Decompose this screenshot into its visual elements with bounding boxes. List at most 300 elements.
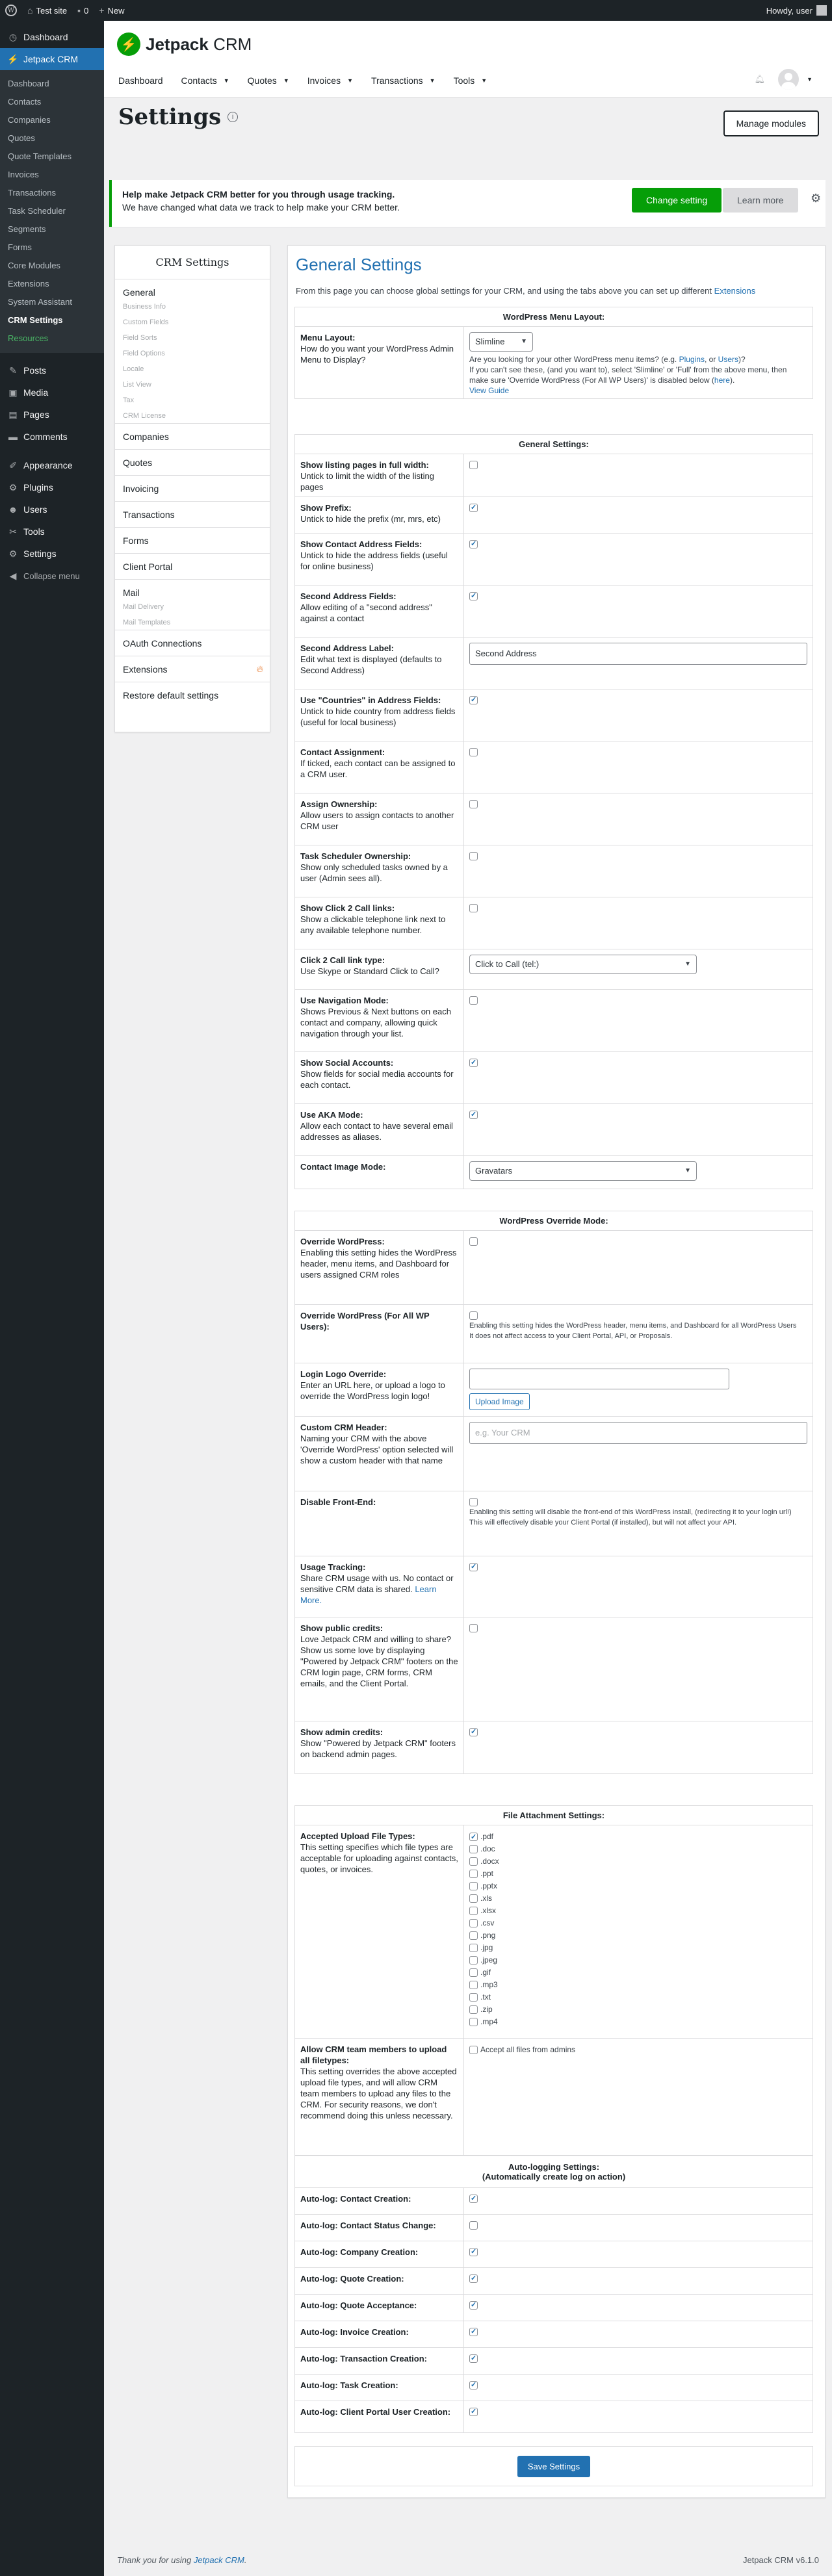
settings-nav-restore-defaults[interactable]: Restore default settings (123, 690, 219, 701)
row-title: Task Scheduler Ownership: (300, 851, 411, 861)
file-type-label: .pdf (480, 1832, 494, 1841)
file-type-label: .zip (480, 2005, 493, 2014)
row-value (464, 1417, 812, 1491)
collapse-menu-button[interactable] (0, 565, 104, 587)
nav-label: Tools (453, 75, 475, 86)
nav-label: Contacts (181, 75, 217, 86)
file-type-label: .doc (480, 1844, 495, 1853)
comments-link[interactable] (72, 0, 94, 21)
autolog-checkbox[interactable] (469, 2354, 478, 2363)
autolog-checkbox[interactable] (469, 2195, 478, 2203)
section-header: General Settings: (295, 435, 812, 454)
contact-image-mode-select[interactable] (469, 1161, 697, 1181)
settings-nav-quotes[interactable]: Quotes (115, 450, 270, 476)
notification-bell-icon[interactable]: 🔔︎ (754, 74, 766, 84)
menu-label: Tools (23, 526, 45, 537)
settings-nav-crm-license[interactable]: CRM License (123, 412, 166, 420)
click2call-checkbox[interactable] (469, 904, 478, 912)
row-label (295, 949, 464, 989)
footer-text: . (244, 2555, 247, 2565)
row-title: Show public credits: (300, 1623, 384, 1633)
caret-down-icon: ▼ (223, 77, 229, 84)
row-title: Override WordPress (For All WP Users): (300, 1311, 430, 1332)
autolog-row (295, 2268, 812, 2295)
frontend-note: Enabling this setting will disable the front-end of this WordPress install, (redirecting it to your login url!) (469, 1508, 792, 1516)
submenu-resources[interactable]: Resources (8, 333, 49, 343)
crm-nav-transactions[interactable] (371, 75, 436, 86)
settings-nav-custom-fields[interactable]: Custom Fields (123, 318, 169, 326)
file-type-checkbox[interactable] (469, 1956, 478, 1964)
menu-label: Comments (23, 431, 68, 442)
settings-row (295, 1156, 812, 1189)
second-address-checkbox[interactable] (469, 592, 478, 600)
intro-text: From this page you can choose global settings for your CRM, and using the tabs above you can set up different (296, 286, 712, 296)
custom-crm-header-input[interactable]: e.g. Your CRM (469, 1422, 807, 1444)
contact-address-checkbox[interactable] (469, 540, 478, 548)
autolog-checkbox[interactable] (469, 2328, 478, 2336)
file-type-checkbox[interactable] (469, 1882, 478, 1890)
settings-nav-list-view[interactable]: List View (123, 381, 151, 389)
page-title-text: Settings (118, 104, 222, 130)
users-link[interactable]: Users (718, 355, 738, 364)
menu-help-text (469, 354, 807, 396)
menu-label: Appearance (23, 460, 73, 470)
social-accounts-checkbox[interactable] (469, 1059, 478, 1067)
comment-icon: ▬ (8, 431, 18, 442)
nav-label: Transactions (371, 75, 423, 86)
usage-learn-more-link[interactable]: Learn More. (300, 1584, 437, 1605)
settings-row (295, 1417, 812, 1491)
submenu-task-scheduler[interactable]: Task Scheduler (8, 206, 66, 216)
crm-header (104, 21, 832, 97)
row-title: Show Prefix: (300, 503, 352, 513)
row-value (464, 2188, 812, 2214)
menu-plugins[interactable] (0, 476, 104, 498)
row-label (295, 2241, 464, 2267)
row-title: Contact Image Mode: (300, 1162, 386, 1172)
menu-label: Jetpack CRM (23, 54, 79, 64)
row-label (295, 2401, 464, 2432)
crm-brand (146, 34, 252, 55)
row-label (295, 1721, 464, 1773)
submenu-crm-settings[interactable]: CRM Settings (8, 315, 63, 325)
settings-nav (114, 245, 270, 732)
settings-row (295, 1104, 812, 1156)
override-wp-checkbox[interactable] (469, 1237, 478, 1246)
learn-more-button[interactable]: Learn more (723, 188, 798, 213)
menu-media[interactable] (0, 381, 104, 404)
row-label (295, 1052, 464, 1103)
row-title: Show admin credits: (300, 1727, 384, 1737)
autolog-checkbox[interactable] (469, 2221, 478, 2230)
crm-nav-quotes[interactable] (248, 75, 289, 86)
full-width-checkbox[interactable] (469, 461, 478, 469)
countries-checkbox[interactable] (469, 696, 478, 704)
row-value (464, 2268, 812, 2294)
settings-nav-extensions[interactable] (115, 656, 270, 682)
file-type-option (469, 1855, 807, 1868)
task-ownership-checkbox[interactable] (469, 852, 478, 860)
row-value (464, 1104, 812, 1155)
row-label (295, 1556, 464, 1617)
row-desc: Shows Previous & Next buttons on each contact and company, allowing quick navigation through your list. (300, 1007, 451, 1038)
row-value (464, 741, 812, 793)
accept-all-files-checkbox[interactable] (469, 2046, 478, 2054)
row-label (295, 534, 464, 585)
settings-row (295, 497, 812, 534)
nav-label: Invoices (307, 75, 341, 86)
row-title: Auto-log: Quote Creation: (300, 2274, 404, 2284)
upload-image-button[interactable]: Upload Image (469, 1393, 530, 1410)
submenu-forms[interactable]: Forms (8, 242, 32, 252)
click2call-type-select[interactable] (469, 955, 697, 974)
menu-jetpack-crm[interactable] (0, 48, 104, 70)
footer-thanks (117, 2555, 246, 2565)
autolog-checkbox[interactable] (469, 2274, 478, 2283)
row-desc: Enabling this setting hides the WordPress header, menu items, and Dashboard for users assigned CRM roles (300, 1248, 457, 1280)
second-address-label-input[interactable]: Second Address (469, 643, 807, 665)
row-title: Click 2 Call link type: (300, 955, 385, 965)
file-type-label: .png (480, 1931, 496, 1940)
chevron-down-icon: ▼ (521, 338, 527, 345)
row-title: Auto-log: Contact Creation: (300, 2194, 411, 2204)
row-desc: This setting overrides the above accepted upload file types, and will allow CRM team members to upload any files to the CRM. For security reasons, we don't recommend doing this unless necessary. (300, 2067, 457, 2120)
section-header: File Attachment Settings: (295, 1806, 812, 1825)
submenu-quotes[interactable]: Quotes (8, 133, 35, 143)
settings-nav-locale[interactable]: Locale (123, 365, 144, 373)
autolog-row (295, 2375, 812, 2401)
file-type-option (469, 1880, 807, 1892)
override-note: It does not affect access to your Client Portal, API, or Proposals. (469, 1332, 673, 1340)
row-value (464, 2295, 812, 2321)
row-title: Auto-log: Company Creation: (300, 2247, 419, 2257)
admin-menu (0, 21, 104, 2576)
wordpress-icon: W (5, 5, 17, 16)
page-title (118, 104, 819, 130)
menu-posts[interactable] (0, 359, 104, 381)
settings-nav-mail-templates[interactable]: Mail Templates (123, 619, 171, 626)
row-label (295, 2375, 464, 2401)
pin-icon: ✎ (9, 365, 17, 376)
submenu-core-modules[interactable]: Core Modules (8, 261, 60, 270)
option-label: Accept all files from admins (480, 2045, 576, 2054)
file-type-label: .xls (480, 1894, 492, 1903)
frontend-note: This will effectively disable your Client Portal (if installed), but will not affect your API. (469, 1519, 737, 1526)
file-type-checkbox[interactable] (469, 2005, 478, 2014)
row-value (464, 327, 812, 398)
file-type-checkbox[interactable] (469, 1833, 478, 1841)
public-credits-checkbox[interactable] (469, 1624, 478, 1632)
row-value (464, 1721, 812, 1773)
settings-nav-oauth[interactable]: OAuth Connections (115, 630, 270, 656)
override-all-checkbox[interactable] (469, 1311, 478, 1320)
plugins-link[interactable]: Plugins (679, 355, 705, 364)
row-desc: Love Jetpack CRM and willing to share? Show us some love by displaying "Powered by Jetpack CRM" footers on the CRM login page, CRM forms, CRM emails, and the Client Portal. (300, 1634, 458, 1688)
save-area (294, 2446, 813, 2486)
site-name-link[interactable] (22, 0, 72, 21)
main-content (104, 21, 832, 2576)
submenu-companies[interactable]: Companies (8, 115, 51, 125)
jetpack-logo-icon: ⚡ (117, 32, 140, 56)
show-prefix-checkbox[interactable] (469, 504, 478, 512)
file-type-label: .gif (480, 1968, 491, 1977)
submenu-system-assistant[interactable]: System Assistant (8, 297, 72, 307)
nav-label: Quotes (247, 75, 277, 86)
file-type-option (469, 1942, 807, 1954)
autolog-checkbox[interactable] (469, 2301, 478, 2310)
row-title: Auto-log: Quote Acceptance: (300, 2300, 417, 2310)
settings-nav-client-portal[interactable]: Client Portal (115, 554, 270, 580)
file-type-checkbox[interactable] (469, 1931, 478, 1940)
change-setting-button[interactable]: Change setting (632, 188, 722, 213)
login-logo-input[interactable] (469, 1369, 729, 1389)
row-value (464, 1156, 812, 1189)
row-title: Contact Assignment: (300, 747, 385, 757)
menu-separator (0, 353, 104, 359)
row-label (295, 1417, 464, 1491)
row-value (464, 2401, 812, 2432)
settings-row (295, 1721, 812, 1773)
file-type-checkbox[interactable] (469, 1981, 478, 1989)
file-type-option (469, 1966, 807, 1979)
autolog-row (295, 2321, 812, 2348)
row-title: Usage Tracking: (300, 1562, 366, 1572)
autolog-checkbox[interactable] (469, 2381, 478, 2389)
submenu-dashboard[interactable]: Dashboard (8, 79, 49, 88)
row-value (464, 638, 812, 689)
crm-nav-tools[interactable] (454, 75, 488, 86)
menu-pages[interactable] (0, 404, 104, 426)
settings-nav-field-options[interactable]: Field Options (123, 350, 165, 357)
here-link[interactable]: here (714, 376, 730, 385)
row-label (295, 1305, 464, 1363)
comments-count: 0 (84, 5, 89, 16)
file-type-label: .jpg (480, 1943, 493, 1952)
media-icon: ▣ (8, 387, 18, 398)
row-value (464, 2241, 812, 2267)
file-type-checkbox[interactable] (469, 1907, 478, 1915)
row-desc: This setting specifies which file types are acceptable for uploading against contacts, quotes, or invoices. (300, 1842, 458, 1874)
row-title: Use Navigation Mode: (300, 996, 389, 1005)
wordpress-logo-menu[interactable] (0, 0, 22, 21)
settings-nav-business-info[interactable]: Business Info (123, 303, 166, 311)
row-value (464, 2348, 812, 2374)
row-desc: Untick to hide the address fields (useful for online business) (300, 550, 448, 571)
caret-down-icon[interactable]: ▼ (807, 76, 812, 83)
my-account-link[interactable] (761, 0, 832, 21)
select-value: Slimline (475, 337, 505, 346)
row-desc: Untick to limit the width of the listing pages (300, 471, 434, 492)
file-type-checkbox[interactable] (469, 1993, 478, 2002)
row-desc: Untick to hide country from address fields (useful for local business) (300, 706, 456, 727)
row-title: Disable Front-End: (300, 1497, 376, 1507)
row-title: Menu Layout: (300, 333, 356, 342)
row-value (464, 2039, 812, 2156)
row-label (295, 1363, 464, 1416)
settings-row (295, 1363, 812, 1417)
settings-nav-transactions[interactable]: Transactions (115, 502, 270, 528)
menu-comments[interactable] (0, 426, 104, 448)
row-value (464, 949, 812, 989)
override-section (294, 1211, 813, 1774)
submenu-extensions[interactable]: Extensions (8, 279, 49, 289)
view-guide-link[interactable]: View Guide (469, 386, 510, 395)
gear-icon[interactable]: ⚙ (811, 192, 822, 205)
submenu-invoices[interactable]: Invoices (8, 170, 39, 179)
autolog-checkbox[interactable] (469, 2248, 478, 2256)
comment-icon: ▪ (77, 5, 81, 16)
autolog-row (295, 2215, 812, 2241)
menu-layout-select[interactable] (469, 332, 533, 352)
row-title: Auto-log: Contact Status Change: (300, 2221, 436, 2230)
settings-icon: ⚙ (8, 548, 18, 559)
row-title: Use "Countries" in Address Fields: (300, 695, 441, 705)
row-desc: Use Skype or Standard Click to Call? (300, 966, 439, 976)
settings-nav-general[interactable]: General (123, 287, 155, 298)
row-label (295, 793, 464, 845)
row-label (295, 1156, 464, 1189)
file-type-option (469, 1929, 807, 1942)
row-desc: Naming your CRM with the above 'Override WordPress' option selected will show a custom header with that name (300, 1434, 454, 1465)
submenu-contacts[interactable]: Contacts (8, 97, 42, 107)
file-type-label: .ppt (480, 1869, 494, 1878)
home-icon: ⌂ (27, 5, 33, 16)
autolog-checkbox[interactable] (469, 2408, 478, 2416)
settings-nav-invoicing[interactable]: Invoicing (115, 476, 270, 502)
file-type-label: .pptx (480, 1881, 498, 1890)
extensions-link[interactable]: Extensions (714, 286, 756, 296)
howdy-label: Howdy, user (766, 5, 812, 16)
file-type-checkbox[interactable] (469, 1894, 478, 1903)
row-value (464, 586, 812, 637)
settings-row (295, 2039, 812, 2156)
help-text: , or (704, 355, 716, 364)
row-title: Auto-log: Client Portal User Creation: (300, 2407, 451, 2417)
row-desc: Show fields for social media accounts for each contact. (300, 1069, 454, 1090)
row-desc: Show only scheduled tasks owned by a user (Admin sees all). (300, 862, 448, 883)
submenu-quote-templates[interactable]: Quote Templates (8, 151, 72, 161)
save-settings-button[interactable]: Save Settings (517, 2456, 590, 2477)
menu-users[interactable] (0, 498, 104, 521)
row-label (295, 1825, 464, 2038)
menu-dashboard[interactable] (0, 26, 104, 48)
menu-label: Posts (23, 365, 47, 376)
crm-nav-dashboard[interactable] (118, 75, 163, 86)
crm-user-area (755, 69, 812, 90)
assign-ownership-checkbox[interactable] (469, 800, 478, 808)
panel-title: General Settings (296, 255, 422, 274)
file-type-checkbox[interactable] (469, 1919, 478, 1927)
file-type-checkbox[interactable] (469, 1944, 478, 1952)
row-label (295, 2188, 464, 2214)
info-icon[interactable]: i (228, 112, 238, 122)
row-value (464, 689, 812, 741)
brush-icon: ✐ (9, 459, 17, 470)
settings-nav-mail[interactable]: Mail (123, 587, 140, 598)
menu-label: Collapse menu (23, 571, 80, 581)
file-type-checkbox[interactable] (469, 1857, 478, 1866)
jetpack-icon: ⚡ (7, 53, 19, 64)
row-value (464, 845, 812, 897)
settings-nav-mail-group (115, 580, 270, 630)
submenu-segments[interactable]: Segments (8, 224, 46, 234)
row-label (295, 1491, 464, 1556)
manage-modules-button[interactable]: Manage modules (723, 110, 819, 136)
override-note: Enabling this setting hides the WordPress header, menu items, and Dashboard for all WordPress Users (469, 1322, 797, 1330)
row-label (295, 2348, 464, 2374)
brand-bold: Jetpack (146, 34, 209, 54)
row-label (295, 689, 464, 741)
settings-nav-mail-delivery[interactable]: Mail Delivery (123, 603, 164, 611)
settings-nav-companies[interactable]: Companies (115, 424, 270, 450)
page-icon: ▤ (8, 409, 18, 420)
menu-appearance[interactable] (0, 454, 104, 476)
new-content-link[interactable] (94, 0, 129, 21)
file-type-checkbox[interactable] (469, 1968, 478, 1977)
disable-frontend-checkbox[interactable] (469, 1498, 478, 1506)
usage-tracking-checkbox[interactable] (469, 1563, 478, 1571)
plugin-icon: ⚙ (8, 482, 18, 493)
page-header (118, 104, 819, 143)
file-type-checkbox[interactable] (469, 1845, 478, 1853)
accept-all-option (469, 2044, 807, 2056)
row-value (464, 897, 812, 949)
row-value (464, 1052, 812, 1103)
crm-logo[interactable] (117, 32, 252, 56)
settings-row (295, 454, 812, 497)
footer-text: Thank you for using (117, 2555, 192, 2565)
file-type-option (469, 1843, 807, 1855)
navigation-mode-checkbox[interactable] (469, 996, 478, 1005)
user-avatar[interactable] (778, 69, 799, 90)
help-text: ). (729, 376, 735, 385)
help-text: )? (738, 355, 746, 364)
submenu-transactions[interactable]: Transactions (8, 188, 56, 198)
menu-tools[interactable] (0, 521, 104, 543)
jetpack-crm-link[interactable]: Jetpack CRM (193, 2555, 244, 2565)
aka-mode-checkbox[interactable] (469, 1111, 478, 1119)
menu-label: Plugins (23, 482, 53, 493)
wp-menu-section (294, 307, 813, 399)
settings-nav-field-sorts[interactable]: Field Sorts (123, 334, 157, 342)
row-value (464, 497, 812, 533)
settings-nav-tax[interactable]: Tax (123, 396, 135, 404)
settings-nav-forms[interactable]: Forms (115, 528, 270, 554)
panel-intro (296, 286, 755, 296)
row-label (295, 586, 464, 637)
file-type-checkbox[interactable] (469, 2018, 478, 2026)
row-value (464, 454, 812, 496)
file-type-label: .csv (480, 1918, 495, 1927)
file-type-option (469, 1892, 807, 1905)
help-text: Are you looking for your other WordPress menu items? (e.g. (469, 355, 677, 364)
file-type-label: .mp4 (480, 2017, 498, 2026)
row-title: Accepted Upload File Types: (300, 1831, 415, 1841)
menu-settings[interactable] (0, 543, 104, 565)
file-type-option (469, 2003, 807, 2016)
file-type-label: .jpeg (480, 1955, 498, 1964)
crm-nav-contacts[interactable] (181, 75, 229, 86)
contact-assignment-checkbox[interactable] (469, 748, 478, 756)
crm-nav-invoices[interactable] (307, 75, 353, 86)
row-value (464, 2321, 812, 2347)
row-label (295, 2295, 464, 2321)
settings-row (295, 793, 812, 845)
admin-credits-checkbox[interactable] (469, 1728, 478, 1736)
caret-down-icon: ▼ (347, 77, 354, 84)
file-type-checkbox[interactable] (469, 1870, 478, 1878)
menu-label: Users (23, 504, 47, 515)
